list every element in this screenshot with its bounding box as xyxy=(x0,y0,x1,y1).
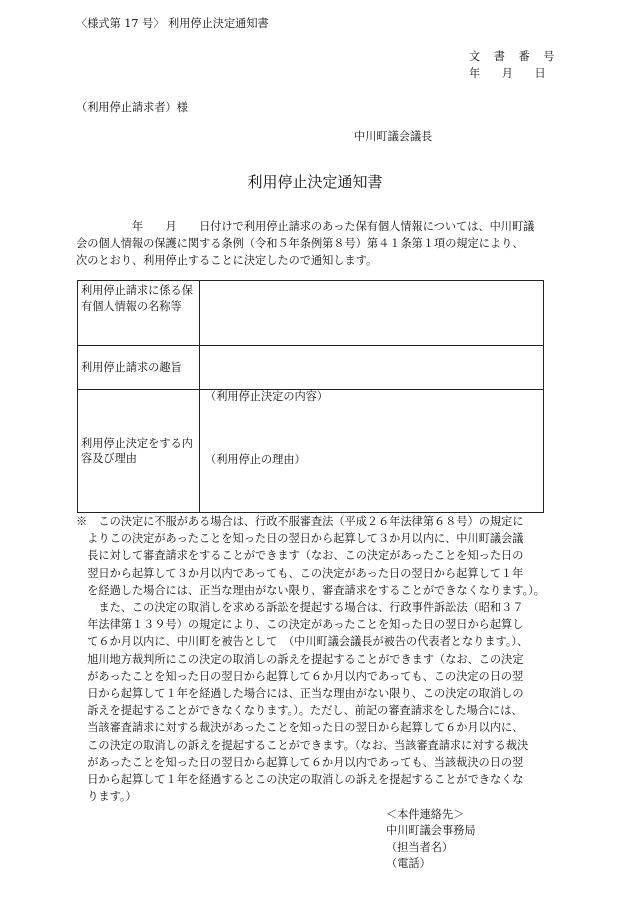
note-line: ります。） xyxy=(76,790,137,804)
document-number-label: 文 書 番 号 xyxy=(469,50,560,63)
contact-heading: ＜本件連絡先＞ xyxy=(386,808,465,821)
note-line: 日から起算して１年を経過した場合には、正当な理由がない限り、この決定の取消しの xyxy=(76,687,524,701)
note-line: 翌日から起算して３か月以内であっても、この決定があった日の翌日から起算して１年 xyxy=(76,566,524,580)
row-label-decision-reason: 利用停止決定をする内容及び理由 xyxy=(78,390,200,513)
form-number-label: 〈様式第 17 号〉 利用停止決定通知書 xyxy=(76,17,269,30)
contact-phone: （電話） xyxy=(386,856,431,870)
contact-block xyxy=(386,807,476,872)
body-line: 次のとおり、利用停止することに決定したので通知します。 xyxy=(76,254,378,267)
note-line: 訴えを提起することができなくなります。）。ただし、前記の審査請求をした場合には、 xyxy=(76,704,523,718)
contact-person: （担当者名） xyxy=(386,840,454,854)
date-line: 年 月 日 xyxy=(469,67,546,80)
table-row xyxy=(78,281,544,346)
note-line: また、この決定の取消しを求める訴訟を提起する場合は、行政事件訴訟法（昭和３７ xyxy=(76,601,524,615)
row-value-target-info xyxy=(200,281,544,346)
note-line: を経過した場合には、正当な理由がない限り、審査請求をすることができなくなります。）。 xyxy=(76,583,545,597)
note-line: があったことを知った日の翌日から起算して６か月以内であっても、この決定の日の翌 xyxy=(76,669,524,683)
table-row xyxy=(78,346,544,390)
contact-office: 中川町議会事務局 xyxy=(386,824,476,838)
appeal-notes xyxy=(76,513,566,805)
row-value-request-purpose xyxy=(200,346,544,390)
note-line: 旭川地方裁判所にこの決定の取消しの訴えを提起することができます（なお、この決定 xyxy=(76,652,524,666)
note-line: 当該審査請求に対する裁決があったことを知った日の翌日から起算して６か月以内に、 xyxy=(76,721,524,735)
note-line: があったことを知った日の翌日から起算して６か月以内であっても、当該裁決の日の翌 xyxy=(76,755,524,769)
note-line: 長に対して審査請求をすることができます（なお、この決定があったことを知った日の xyxy=(76,549,524,563)
note-line: ※ この決定に不服がある場合は、行政不服審査法（平成２６年法律第６８号）の規定に xyxy=(76,515,524,528)
body-line: 会の個人情報の保護に関する条例（令和５年条例第８号）第４１条第１項の規定により、 xyxy=(76,237,524,250)
note-line: 日から起算して１年を経過するとこの決定の取消しの訴えを提起することができなくな xyxy=(76,773,524,787)
row-label-request-purpose: 利用停止請求の趣旨 xyxy=(78,346,200,390)
row-label-target-info: 利用停止請求に係る保有個人情報の名称等 xyxy=(78,281,200,346)
document-title: 利用停止決定通知書 xyxy=(247,173,383,191)
note-line: て６か月以内に、中川町を被告として （中川町議会議長が被告の代表者となります。）、 xyxy=(76,635,529,649)
note-line: 年法律第１３９号）の規定により、この決定があったことを知った日の翌日から起算し xyxy=(76,618,524,632)
decision-content-label: （利用停止決定の内容） xyxy=(205,390,329,403)
decision-reason-label: （利用停止の理由） xyxy=(205,453,306,466)
addressee: （利用停止請求者）様 xyxy=(76,101,188,114)
sender: 中川町議会議長 xyxy=(354,130,433,143)
body-line: 年 月 日付けで利用停止請求のあった保有個人情報については、中川町議 xyxy=(76,220,535,233)
table-row xyxy=(78,390,544,513)
body-paragraph xyxy=(76,218,554,269)
note-line: よりこの決定があったことを知った日の翌日から起算して３か月以内に、中川町議会議 xyxy=(76,532,524,546)
note-line: この決定の取消しの訴えを提起することができます。（なお、当該審査請求に対する裁決 xyxy=(76,738,529,752)
